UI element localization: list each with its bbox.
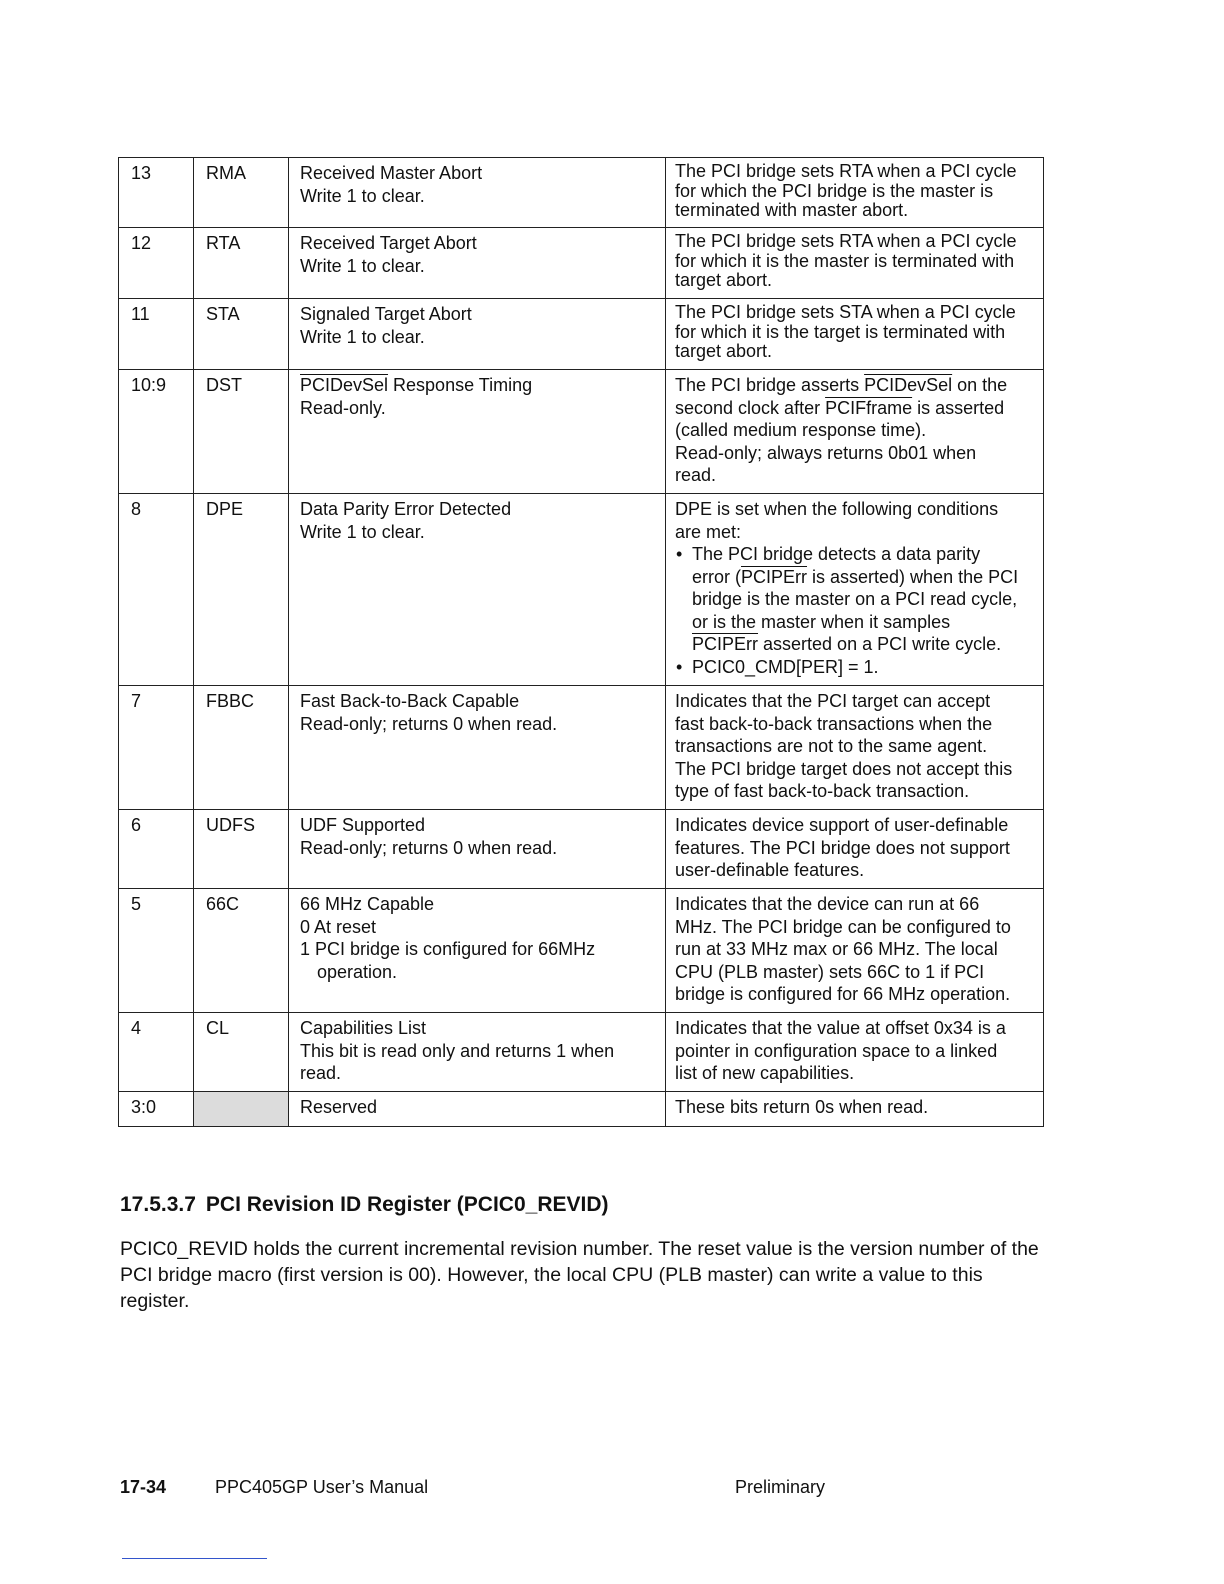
- description-line: target abort.: [675, 270, 773, 290]
- field-name-cell: 66C: [194, 889, 289, 1013]
- bits-cell: 13: [119, 158, 194, 228]
- table-row: [119, 1013, 1044, 1092]
- list-item: • The PCI bridge detects a data parity error (PCIPErr is asserted) when the PCI bridge is the master on a PCI read cycle, or is the master when it samples PCIPErr asserted on a PCI write cycle.: [675, 543, 1037, 656]
- description-line: DPE is set when the following conditions: [675, 499, 999, 519]
- bits-cell: 6: [119, 810, 194, 889]
- field-name-cell: RMA: [194, 158, 289, 228]
- access-line: Read-only; returns 0 when read.: [300, 713, 558, 734]
- description-line: Indicates that the value at offset 0x34 is a: [675, 1018, 1006, 1038]
- access-line: PCIDevSel Response Timing: [300, 375, 533, 395]
- manual-title: PPC405GP User’s Manual: [215, 1477, 429, 1497]
- access-line: Received Master Abort: [300, 163, 483, 183]
- description-line: bridge is configured for 66 MHz operation.: [675, 984, 1011, 1004]
- access-cell: [289, 494, 666, 686]
- table-row: [119, 1092, 1044, 1127]
- description-line: transactions are not to the same agent.: [675, 736, 988, 756]
- description-line: MHz. The PCI bridge can be configured to: [675, 916, 1011, 937]
- access-line: Write 1 to clear.: [300, 185, 425, 206]
- description-line: The PCI bridge asserts PCIDevSel on the: [675, 375, 1008, 395]
- description-line: Indicates device support of user-definable: [675, 815, 1009, 835]
- description-cell: [666, 158, 1044, 228]
- description-cell: [666, 494, 1044, 686]
- table-row: [119, 158, 1044, 228]
- reserved-field-cell: [194, 1092, 289, 1127]
- description-line: pointer in configuration space to a linked: [675, 1040, 998, 1061]
- description-cell: [666, 889, 1044, 1013]
- access-line: 0 At reset: [300, 916, 377, 937]
- bits-cell: 10:9: [119, 370, 194, 494]
- access-line: Received Target Abort: [300, 233, 477, 253]
- description-line: features. The PCI bridge does not support: [675, 837, 1010, 858]
- access-line: Write 1 to clear.: [300, 255, 425, 276]
- access-cell: [289, 1092, 666, 1127]
- access-line: Read-only; returns 0 when read.: [300, 837, 558, 858]
- access-cell: [289, 686, 666, 810]
- description-line: are met:: [675, 521, 742, 542]
- bits-cell: 5: [119, 889, 194, 1013]
- access-line: Write 1 to clear.: [300, 521, 425, 542]
- description-line: Indicates that the device can run at 66: [675, 894, 980, 914]
- table-row: [119, 494, 1044, 686]
- description-line: (called medium response time).: [675, 420, 927, 440]
- condition-list: [675, 543, 1037, 678]
- table-row: [119, 810, 1044, 889]
- description-line: terminated with master abort.: [675, 200, 909, 220]
- field-name-cell: STA: [194, 299, 289, 370]
- page-number: 17-34: [120, 1477, 167, 1497]
- bits-cell: 3:0: [119, 1092, 194, 1127]
- access-cell: [289, 228, 666, 299]
- access-line: 1 PCI bridge is configured for 66MHz: [300, 939, 596, 959]
- field-name-cell: RTA: [194, 228, 289, 299]
- access-cell: [289, 370, 666, 494]
- access-line: This bit is read only and returns 1 when: [300, 1040, 615, 1061]
- access-cell: [289, 1013, 666, 1092]
- access-line: Fast Back-to-Back Capable: [300, 691, 520, 711]
- section-paragraph: PCIC0_REVID holds the current incremental revision number. The reset value is the version number of the PCI bridge macro (first version is 00). However, the local CPU (PLB master) can write a value to this register.: [120, 1238, 1039, 1312]
- bits-cell: 4: [119, 1013, 194, 1092]
- access-line: Capabilities List: [300, 1018, 427, 1038]
- description-cell: [666, 810, 1044, 889]
- access-line: 66 MHz Capable: [300, 894, 435, 914]
- field-name-cell: UDFS: [194, 810, 289, 889]
- description-line: target abort.: [675, 341, 773, 361]
- access-cell: [289, 299, 666, 370]
- bits-cell: 7: [119, 686, 194, 810]
- active-low-signal: PCIDevSel: [864, 375, 953, 395]
- bits-cell: 8: [119, 494, 194, 686]
- table-row: [119, 299, 1044, 370]
- access-cell: [289, 810, 666, 889]
- description-cell: [666, 686, 1044, 810]
- description-line: type of fast back-to-back transaction.: [675, 781, 970, 801]
- description-line: fast back-to-back transactions when the: [675, 713, 993, 734]
- description-line: for which it is the master is terminated with: [675, 250, 1015, 271]
- description-line: for which the PCI bridge is the master is: [675, 180, 994, 201]
- register-bits-table: [118, 157, 1044, 1127]
- table-row: [119, 370, 1044, 494]
- list-item: • PCIC0_CMD[PER] = 1.: [675, 656, 1037, 679]
- field-name-cell: DPE: [194, 494, 289, 686]
- description-line: user-definable features.: [675, 860, 865, 880]
- description-line: list of new capabilities.: [675, 1063, 855, 1083]
- description-line: The PCI bridge sets RTA when a PCI cycle: [675, 161, 1017, 181]
- access-cell: [289, 158, 666, 228]
- description-line: for which it is the target is terminated with: [675, 321, 1006, 342]
- active-low-signal: PCIDevSel: [300, 375, 389, 395]
- access-line: Read-only.: [300, 397, 386, 418]
- active-low-signal: PCIPErr: [741, 566, 808, 587]
- footer-divider: [122, 1558, 267, 1559]
- bits-cell: 11: [119, 299, 194, 370]
- active-low-signal: PCIFframe: [825, 397, 913, 418]
- access-line: Write 1 to clear.: [300, 326, 425, 347]
- access-line: UDF Supported: [300, 815, 426, 835]
- section-title: PCI Revision ID Register (PCIC0_REVID): [205, 1193, 609, 1216]
- description-line: second clock after PCIFframe is asserted: [675, 397, 1005, 418]
- description-line: The PCI bridge sets STA when a PCI cycle: [675, 302, 1016, 322]
- access-line: Signaled Target Abort: [300, 304, 472, 324]
- field-name-cell: CL: [194, 1013, 289, 1092]
- field-name-cell: DST: [194, 370, 289, 494]
- description-line: Read-only; always returns 0b01 when: [675, 442, 977, 463]
- description-cell: [666, 370, 1044, 494]
- active-low-signal: PCIPErr: [692, 634, 759, 654]
- access-line: Reserved: [300, 1097, 378, 1117]
- description-cell: [666, 1013, 1044, 1092]
- description-line: Indicates that the PCI target can accept: [675, 691, 991, 711]
- description-cell: [666, 299, 1044, 370]
- description-cell: [666, 1092, 1044, 1127]
- description-line: run at 33 MHz max or 66 MHz. The local: [675, 939, 998, 959]
- access-line: read.: [300, 1063, 342, 1083]
- access-line: operation.: [317, 961, 398, 982]
- description-line: The PCI bridge target does not accept this: [675, 758, 1013, 779]
- access-cell: [289, 889, 666, 1013]
- description-line: The PCI bridge sets RTA when a PCI cycle: [675, 231, 1017, 251]
- table-row: [119, 228, 1044, 299]
- access-line: Data Parity Error Detected: [300, 499, 512, 519]
- section-number: 17.5.3.7: [120, 1193, 196, 1216]
- table-row: [119, 889, 1044, 1013]
- description-line: read.: [675, 465, 717, 485]
- table-row: [119, 686, 1044, 810]
- field-name-cell: FBBC: [194, 686, 289, 810]
- description-line: CPU (PLB master) sets 66C to 1 if PCI: [675, 961, 985, 982]
- document-status: Preliminary: [735, 1477, 826, 1497]
- description-cell: [666, 228, 1044, 299]
- description-line: These bits return 0s when read.: [675, 1097, 929, 1117]
- bits-cell: 12: [119, 228, 194, 299]
- section-heading: [120, 1193, 609, 1217]
